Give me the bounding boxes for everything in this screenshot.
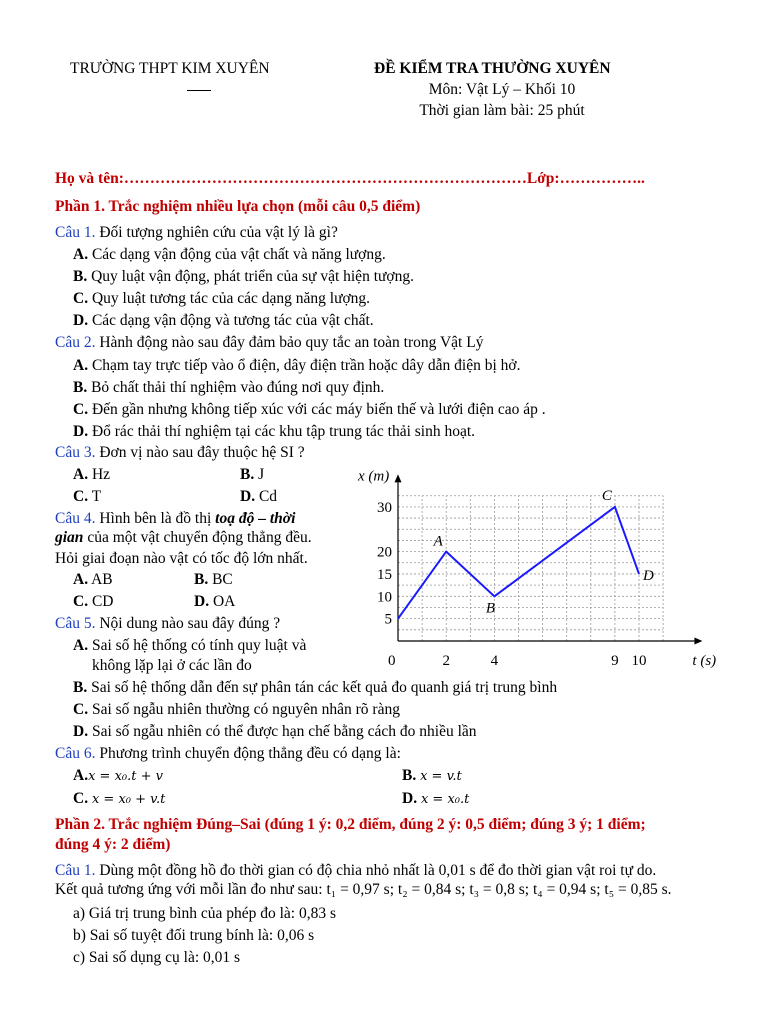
question-5: [55, 615, 280, 633]
part2-item-b: b) Sai số tuyệt đối trung bính là: 0,06 s: [73, 927, 315, 944]
question-text: Đối tượng nghiên cứu của vật lý là gì?: [95, 224, 338, 241]
school-underline: [187, 90, 211, 91]
position-time-graph: [340, 464, 717, 674]
question-number: Câu 6.: [55, 745, 96, 762]
q5-option-a: A. Sai số hệ thống có tính quy luật và: [73, 637, 307, 654]
q3-option-c: C. T: [73, 488, 102, 505]
question-6: [55, 745, 401, 763]
q6-option-d: D. x = x₀.t: [402, 790, 470, 807]
question-number: Câu 4.: [55, 510, 96, 527]
part2-title-line2: đúng 4 ý: 2 điểm): [55, 836, 171, 853]
question-text: Nội dung nào sau đây đúng ?: [95, 615, 281, 632]
q2-option-b: B. Bỏ chất thải thí nghiệm vào đúng nơi quy định.: [73, 379, 385, 396]
part2-question-1: Câu 1. Dùng một đồng hồ đo thời gian có độ chia nhỏ nhất là 0,01 s để đo thời gian vật roi tự do.: [55, 862, 657, 879]
question-number: Câu 3.: [55, 444, 96, 461]
x-tick-label: 10: [631, 653, 647, 669]
q1-option-d: D. Các dạng vận động và tương tác của vật chất.: [73, 312, 374, 329]
q3-option-a: A. Hz: [73, 466, 111, 483]
question-number: Câu 2.: [55, 334, 96, 351]
q1-option-b: B. Quy luật vận động, phát triển của sự vật hiện tượng.: [73, 268, 414, 285]
q1-option-c: C. Quy luật tương tác của các dạng năng lượng.: [73, 290, 371, 307]
y-tick-label: 30: [377, 499, 392, 516]
q6-option-a: A.x = x₀.t + v: [73, 767, 163, 784]
question-number: Câu 1.: [55, 224, 96, 241]
question-number: Câu 1.: [55, 862, 96, 879]
q5-option-a-cont: không lặp lại ở các lần đo: [92, 657, 252, 674]
point-label-b: B: [485, 600, 495, 617]
exam-subject: Môn: Vật Lý – Khối 10: [428, 81, 576, 98]
question-text: Đơn vị nào sau đây thuộc hệ SI ?: [95, 444, 305, 461]
x-tick-label: 0: [388, 653, 396, 669]
q4-option-b: B. BC: [194, 571, 233, 588]
q3-option-b: B. J: [240, 466, 265, 483]
question-3: [55, 444, 305, 462]
part1-title: Phần 1. Trắc nghiệm nhiều lựa chọn (mỗi câu 0,5 điểm): [55, 198, 421, 215]
y-tick-label: 15: [377, 566, 392, 583]
exam-title: ĐỀ KIỂM TRA THƯỜNG XUYÊN: [374, 60, 611, 77]
part2-item-a: a) Giá trị trung bình của phép đo là: 0,83 s: [73, 905, 337, 922]
x-tick-label: 2: [442, 653, 450, 669]
q2-option-d: D. Đổ rác thải thí nghiệm tại các khu tập trung tác thải sinh hoạt.: [73, 423, 476, 440]
q5-option-d: D. Sai số ngẫu nhiên có thể được hạn chế bằng cách đo nhiều lần: [73, 723, 477, 740]
question-4-line1: Câu 4. Hình bên là đồ thị toạ độ – thời: [55, 510, 296, 527]
part2-item-c: c) Sai số dụng cụ là: 0,01 s: [73, 949, 241, 966]
question-text: Phương trình chuyển động thẳng đều có dạng là:: [95, 745, 401, 762]
point-label-d: D: [643, 567, 654, 584]
x-tick-label: 9: [611, 653, 619, 669]
y-tick-label: 10: [377, 589, 392, 606]
q6-option-c: C. x = x₀ + v.t: [73, 790, 166, 807]
exam-duration: Thời gian làm bài: 25 phút: [419, 102, 585, 119]
question-text: Hành động nào sau đây đảm bảo quy tắc an toàn trong Vật Lý: [95, 334, 484, 351]
q1-option-a: A. Các dạng vận động của vật chất và năng lượng.: [73, 246, 386, 263]
question-4-line3: Hỏi giai đoạn nào vật có tốc độ lớn nhất.: [55, 550, 308, 567]
x-axis-arrow: [694, 638, 702, 645]
y-axis-arrow: [395, 474, 402, 482]
student-info-line: Họ và tên:……………………………………………………………………Lớp:……………..: [55, 170, 645, 187]
question-2: [55, 334, 483, 352]
part2-question-1-data: Kết quả tương ứng với mỗi lần đo như sau: t₁ = 0,97 s; t₂ = 0,84 s; t₃ = 0,8 s; t₄ = 0,94 s; t₅ = 0,85 s.: [55, 881, 672, 898]
q4-option-a: A. AB: [73, 571, 113, 588]
y-axis-label: x (m): [358, 468, 390, 485]
x-axis-label: t (s): [692, 653, 717, 669]
point-label-a: A: [433, 533, 443, 550]
q6-option-b: B. x = v.t: [402, 767, 462, 784]
school-name: TRƯỜNG THPT KIM XUYÊN: [70, 60, 270, 77]
y-tick-label: 20: [377, 544, 392, 561]
q5-option-c: C. Sai số ngẫu nhiên thường có nguyên nhân rõ ràng: [73, 701, 400, 718]
q4-option-d: D. OA: [194, 593, 236, 610]
x-tick-label: 4: [490, 653, 499, 669]
q4-option-c: C. CD: [73, 593, 114, 610]
point-label-c: C: [601, 487, 612, 504]
q2-option-c: C. Đến gần nhưng không tiếp xúc với các máy biến thế và lưới điện cao áp .: [73, 401, 546, 418]
part2-title-line1: Phần 2. Trắc nghiệm Đúng–Sai (đúng 1 ý: 0,2 điểm, đúng 2 ý: 0,5 điểm; đúng 3 ý; 1 điểm;: [55, 816, 646, 833]
question-1: [55, 224, 338, 242]
y-tick-label: 5: [384, 611, 392, 628]
question-4-line2: gian của một vật chuyển động thẳng đều.: [55, 529, 312, 546]
q5-option-b: B. Sai số hệ thống dẫn đến sự phân tán các kết quả đo quanh giá trị trung bình: [73, 679, 558, 696]
q2-option-a: A. Chạm tay trực tiếp vào ổ điện, dây điện trần hoặc dây dẫn điện bị hở.: [73, 357, 521, 374]
q3-option-d: D. Cd: [240, 488, 278, 505]
question-number: Câu 5.: [55, 615, 96, 632]
